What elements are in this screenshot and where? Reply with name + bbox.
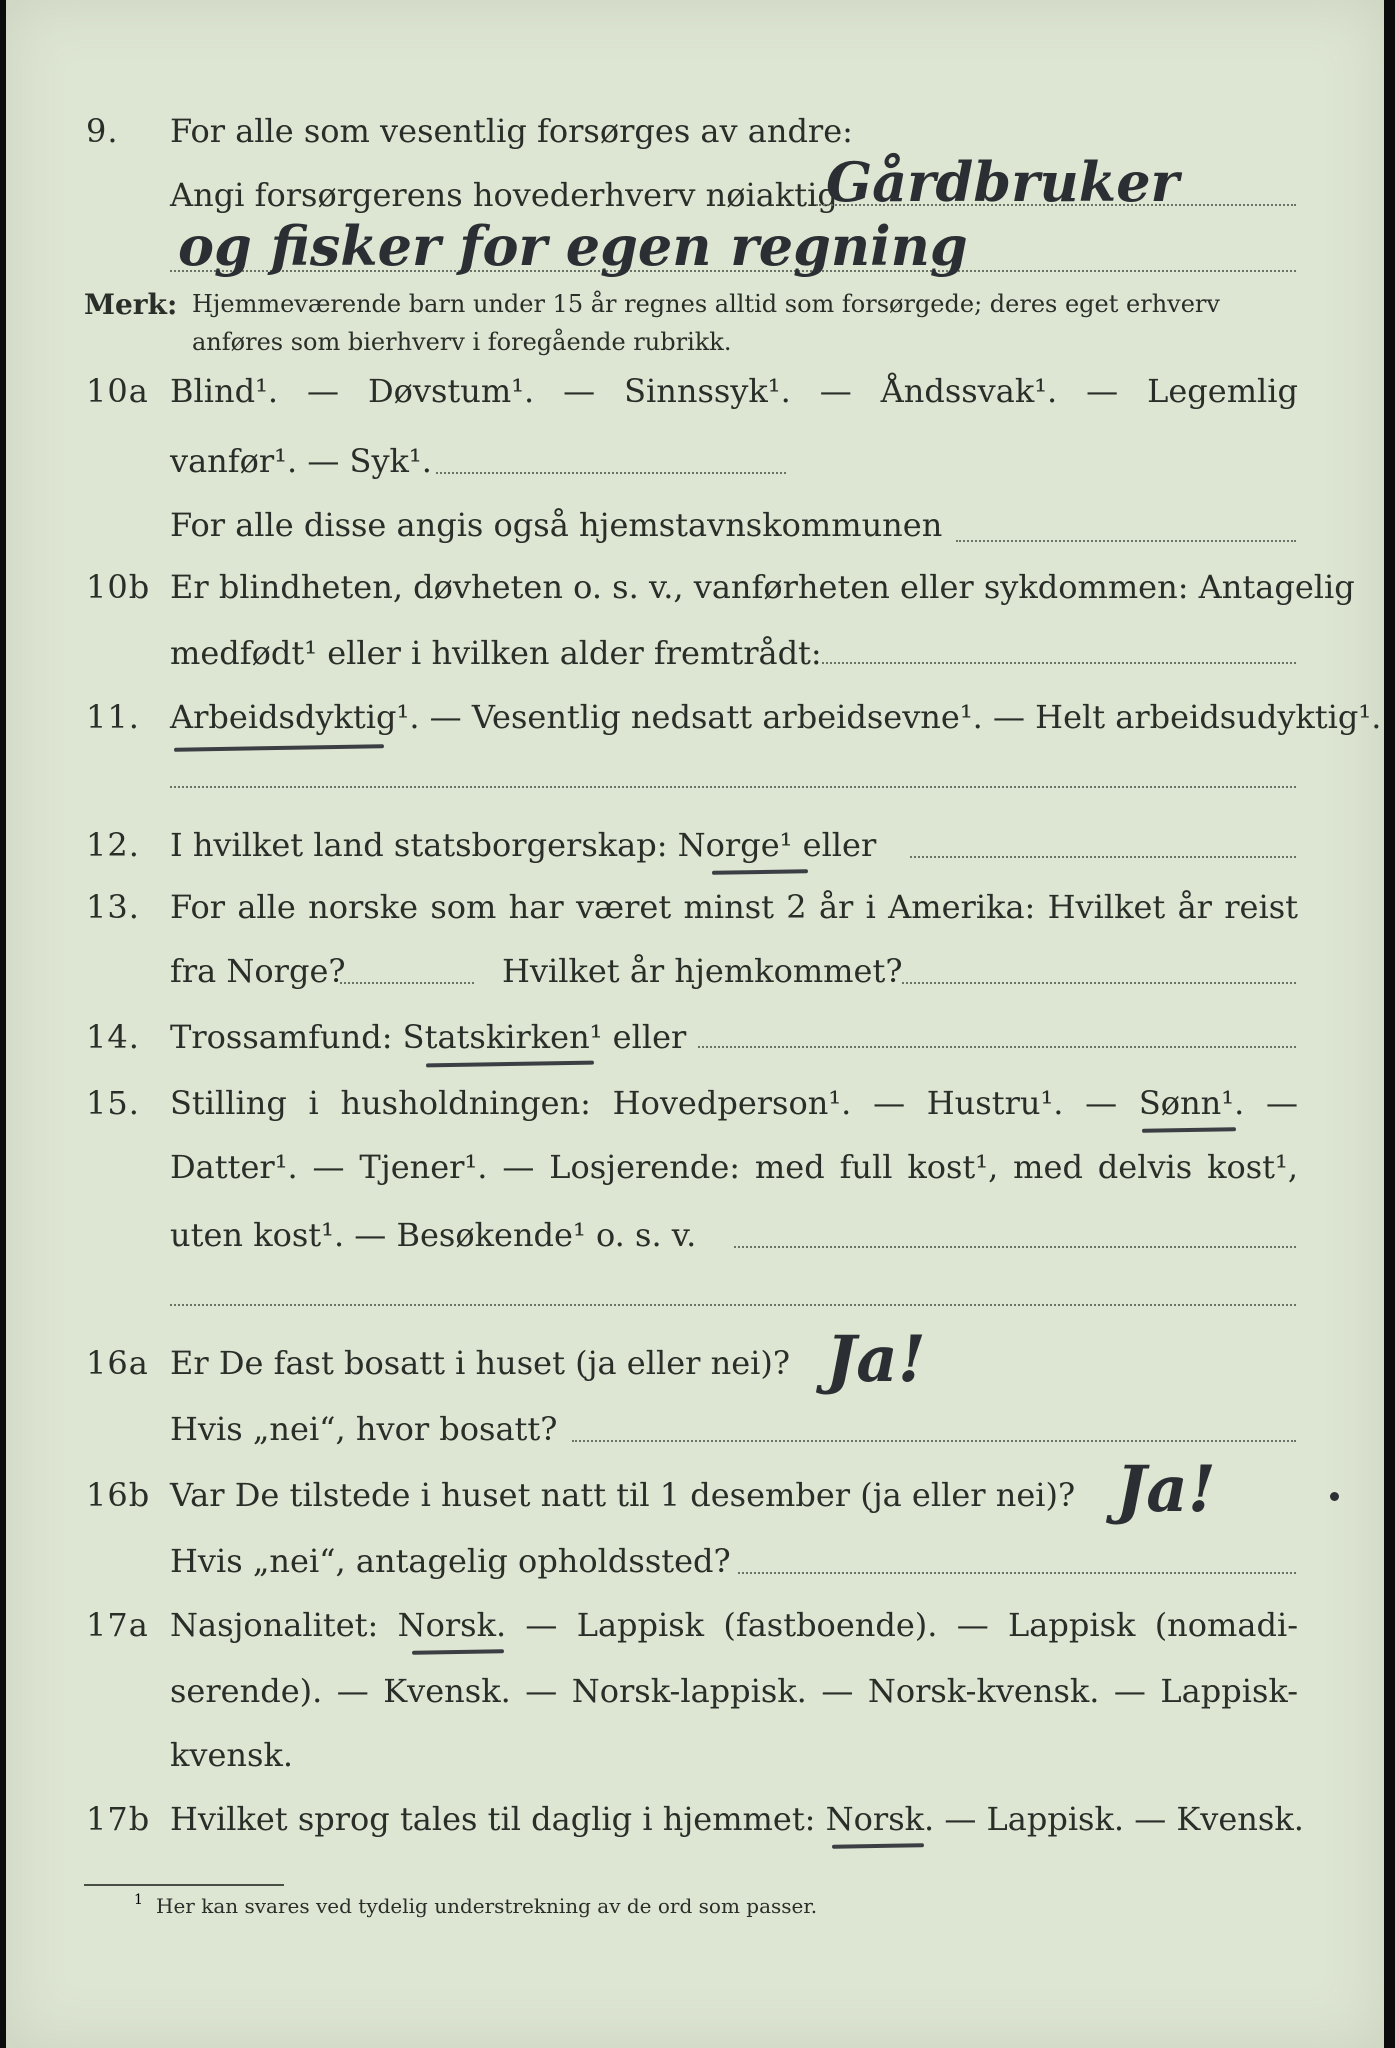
q16a-text-2: Hvis „nei“, hvor bosatt? [170,1410,558,1448]
q17a-row-1 [6,1606,1384,1666]
q16a-handwritten-answer: Ja! [826,1322,926,1397]
q11-text: Arbeidsdyktig¹. — Vesentlig nedsatt arbeidsevne¹. — Helt arbeidsudyktig¹. [170,698,1382,736]
q16b-number: 16b [86,1476,151,1514]
q17b-row [6,1800,1384,1860]
q10a-number: 10a [86,372,149,410]
q16a-text-1: Er De fast bosatt i huset (ja eller nei)? [170,1344,791,1382]
q16b-text-1: Var De tilstede i huset natt til 1 desember (ja eller nei)? [170,1476,1076,1514]
q14-row [6,1018,1384,1078]
q10b-text-2: medfødt¹ eller i hvilken alder fremtrådt: [170,634,822,672]
q17b-number: 17b [86,1800,151,1838]
q13-row-1 [6,888,1384,948]
q14-answer-line [698,1046,1296,1048]
q16b-answer-line [738,1572,1296,1574]
q10a-row-3 [6,506,1384,566]
q10a-row-1 [6,372,1384,432]
merk-text-1: Hjemmeværende barn under 15 år regnes alltid som forsørgede; deres eget erhverv [192,290,1220,318]
q10b-number: 10b [86,568,151,606]
q13-answer-line-2 [902,982,1296,984]
q16a-answer-line [572,1440,1296,1442]
q10a-text-2: vanfør¹. — Syk¹. [170,442,432,480]
q10b-row-2 [6,634,1384,694]
q12-number: 12. [86,826,140,864]
q13-text-2b: Hvilket år hjemkommet? [502,952,903,990]
q13-text-1: For alle norske som har været minst 2 år i Amerika: Hvilket år reist [170,888,1298,926]
q13-answer-line-1 [340,982,474,984]
footnote-text: Her kan svares ved tydelig understrekning av de ord som passer. [156,1894,818,1918]
q15-answer-line-2 [170,1304,1296,1306]
q11-number: 11. [86,698,140,736]
q17a-text-1: Nasjonalitet: Norsk. — Lappisk (fastboende). — Lappisk (nomadi- [170,1606,1298,1644]
q14-number: 14. [86,1018,140,1056]
q15-number: 15. [86,1084,140,1122]
q17a-text-2: serende). — Kvensk. — Norsk-lappisk. — Norsk-kvensk. — Lappisk- [170,1672,1298,1710]
q15-row-1 [6,1084,1384,1144]
q11-answer-line [170,786,1296,788]
q16b-handwritten-answer: Ja! [1116,1452,1216,1527]
merk-label: Merk: [84,288,178,321]
q17b-text: Hvilket sprog tales til daglig i hjemmet: Norsk. — Lappisk. — Kvensk. [170,1800,1304,1838]
q10b-text-1: Er blindheten, døvheten o. s. v., vanførheten eller sykdommen: Antagelig [170,568,1355,606]
q9-text-1: For alle som vesentlig forsørges av andre: [170,112,853,150]
q16b-text-2: Hvis „nei“, antagelig opholdssted? [170,1542,731,1580]
q16a-row-1 [6,1344,1384,1404]
q17a-text-3: kvensk. [170,1736,293,1774]
q17a-row-2 [6,1672,1384,1732]
q12-text: I hvilket land statsborgerskap: Norge¹ eller [170,826,877,864]
q9-handwritten-occupation-2: og fisker for egen regning [178,214,968,278]
q16a-number: 16a [86,1344,149,1382]
q17a-number: 17a [86,1606,149,1644]
q9-text-2: Angi forsørgerens hovederhverv nøiaktig [170,176,838,214]
q10a-text-3: For alle disse angis også hjemstavnskommunen [170,506,943,544]
q13-text-2a: fra Norge? [170,952,346,990]
ink-dot-mark [1330,1492,1339,1501]
q9-handwritten-occupation: Gårdbruker [826,150,1180,214]
merk-text-2: anføres som bierhverv i foregående rubrikk. [192,328,732,356]
footnote-rule [84,1884,284,1886]
q12-answer-line [910,856,1296,858]
q10b-answer-line [822,662,1296,664]
q17a-row-3 [6,1736,1384,1796]
q14-text: Trossamfund: Statskirken¹ eller [170,1018,687,1056]
q10a-answer-line-1 [436,472,786,474]
footnote-mark: 1 [134,1892,143,1908]
q15-row-2 [6,1148,1384,1208]
q13-number: 13. [86,888,140,926]
q10a-answer-line-2 [956,540,1296,542]
q10a-text-1: Blind¹. — Døvstum¹. — Sinnssyk¹. — Åndssvak¹. — Legemlig [170,372,1298,410]
q15-text-3: uten kost¹. — Besøkende¹ o. s. v. [170,1216,697,1254]
census-form-page [6,0,1384,2048]
q15-answer-line-1 [734,1246,1296,1248]
q15-text-1: Stilling i husholdningen: Hovedperson¹. — Hustru¹. — Sønn¹. — [170,1084,1298,1122]
q15-text-2: Datter¹. — Tjener¹. — Losjerende: med full kost¹, med delvis kost¹, [170,1148,1298,1186]
q10b-row-1 [6,568,1384,628]
q9-number: 9. [86,112,119,150]
